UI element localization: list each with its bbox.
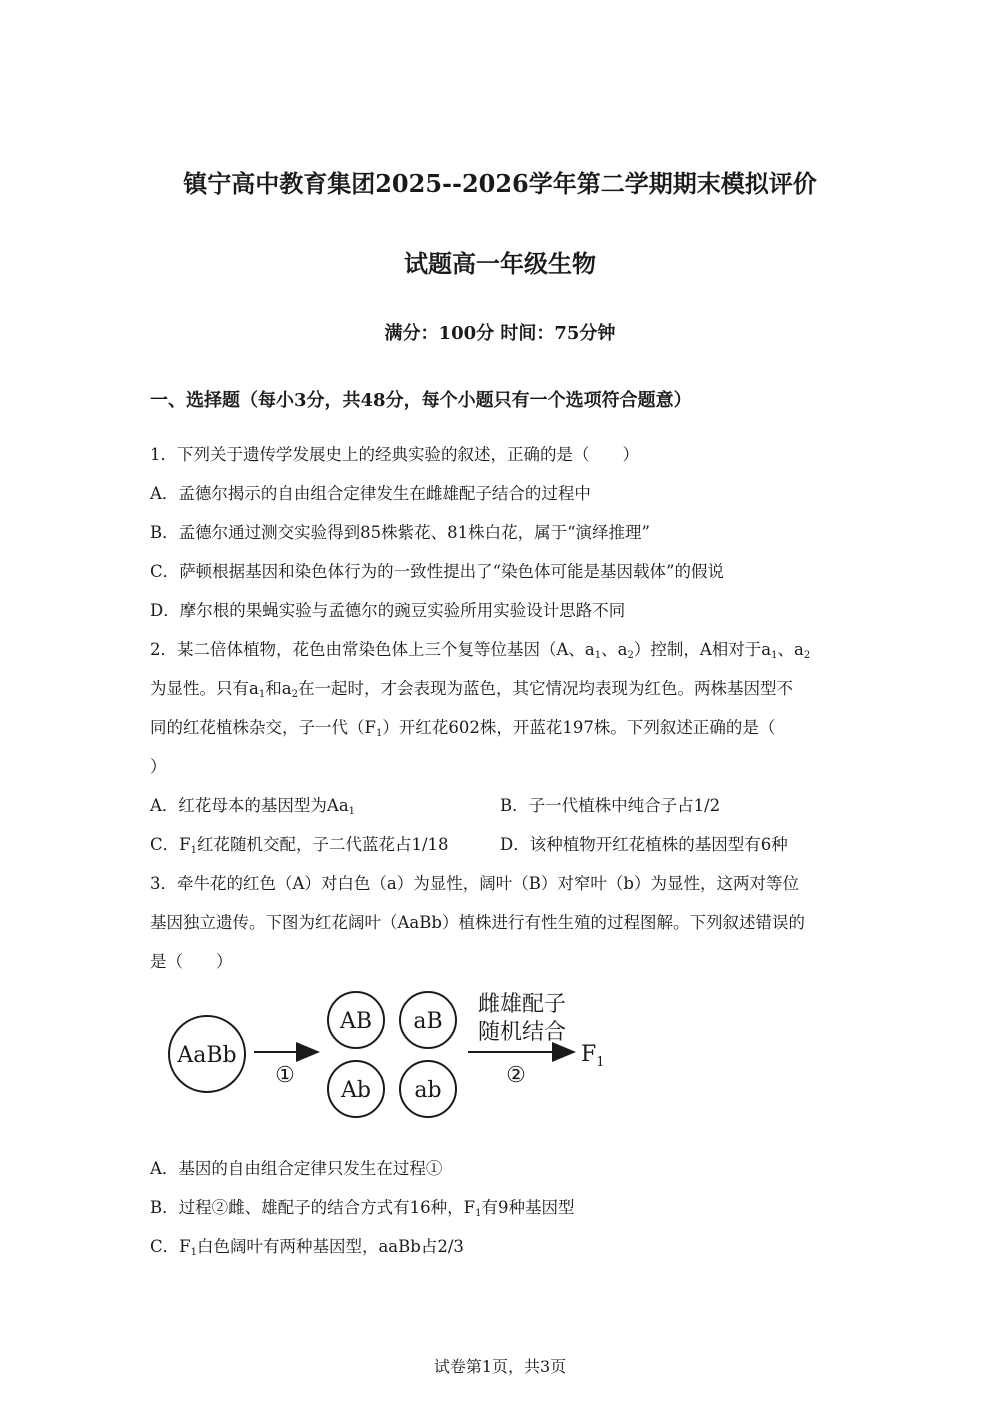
offspring-subscript: 1 xyxy=(596,1055,605,1070)
q1-option-c: C．萨顿根据基因和染色体行为的一致性提出了“染色体可能是基因载体”的假说 xyxy=(150,562,724,581)
q2-sub: 1 xyxy=(348,806,356,817)
q2-option-c xyxy=(150,834,449,856)
q3-option-a: A．基因的自由组合定律只发生在过程① xyxy=(150,1159,443,1178)
q1-option-a: A．孟德尔揭示的自由组合定律发生在雌雄配子结合的过程中 xyxy=(150,484,591,503)
offspring-symbol: F xyxy=(581,1042,597,1067)
q2-option-b: B．子一代植株中纯合子占1/2 xyxy=(500,796,721,815)
q1-stem: 1．下列关于遗传学发展史上的经典实验的叙述，正确的是（ ） xyxy=(150,445,639,464)
q2-text: 同的红花植株杂交，子一代（F xyxy=(150,718,376,737)
q2-text: 、a xyxy=(601,640,628,659)
q3-option-c xyxy=(150,1236,464,1258)
offspring-label xyxy=(581,1042,605,1070)
q2-text: ）控制，A相对于a xyxy=(633,640,772,659)
gamete-label: ab xyxy=(414,1078,442,1103)
q3-stem-line3: 是（ ） xyxy=(150,952,233,971)
step2-label: ② xyxy=(506,1063,526,1088)
q3-sub: 1 xyxy=(190,1247,197,1258)
q2-sub: 1 xyxy=(771,650,778,661)
q3-sub: 1 xyxy=(475,1208,482,1219)
q2-text: 为显性。只有a xyxy=(150,679,259,698)
q2-sub: 2 xyxy=(803,650,811,661)
random-fusion-label-line1: 雌雄配子 xyxy=(477,992,567,1017)
q2-stem-line2 xyxy=(150,678,793,700)
q2-text: A．红花母本的基因型为Aa xyxy=(150,796,349,815)
random-fusion-label-line2: 随机结合 xyxy=(477,1020,567,1045)
page-footer: 试卷第1页，共3页 xyxy=(433,1357,567,1376)
gamete-label: AB xyxy=(339,1009,373,1034)
q2-text: C．F xyxy=(150,835,191,854)
q3-text: 有9种基因型 xyxy=(481,1198,575,1217)
q2-text: 在一起时，才会表现为蓝色，其它情况均表现为红色。两株基因型不 xyxy=(297,679,793,698)
q1-option-d: D．摩尔根的果蝇实验与孟德尔的豌豆实验所用实验设计思路不同 xyxy=(150,601,626,620)
parent-genotype: AaBb xyxy=(177,1043,237,1068)
q2-sub: 1 xyxy=(594,650,602,661)
q2-stem-line4: ） xyxy=(150,757,167,776)
q2-sub: 1 xyxy=(190,845,197,856)
q3-text: 白色阔叶有两种基因型，aaBb占2/3 xyxy=(196,1237,464,1256)
q2-option-a xyxy=(150,795,355,817)
q2-stem-line1 xyxy=(150,639,810,661)
q3-stem-line2: 基因独立遗传。下图为红花阔叶（AaBb）植株进行有性生殖的过程图解。下列叙述错误的 xyxy=(150,913,805,932)
q3-text: C．F xyxy=(150,1237,191,1256)
q2-sub: 1 xyxy=(258,689,266,700)
gamete-label: aB xyxy=(413,1009,443,1034)
section-heading: 一、选择题（每小3分，共48分，每个小题只有一个选项符合题意） xyxy=(150,390,692,411)
score-time-info: 满分：100分 时间：75分钟 xyxy=(384,323,616,344)
q2-sub: 2 xyxy=(291,689,298,700)
q2-stem-line3 xyxy=(150,717,775,739)
q3-option-b xyxy=(150,1197,574,1219)
exam-title-line1: 镇宁高中教育集团2025--2026学年第二学期期末模拟评价 xyxy=(183,169,817,198)
q2-option-d: D．该种植物开红花植株的基因型有6种 xyxy=(500,835,788,854)
q2-text: 、a xyxy=(777,640,804,659)
exam-title-line2: 试题高一年级生物 xyxy=(404,249,596,278)
q2-text: 2．某二倍体植物，花色由常染色体上三个复等位基因（A、a xyxy=(150,640,595,659)
q2-text: ）开红花602株，开蓝花197株。下列叙述正确的是（ xyxy=(382,718,776,737)
step1-label: ① xyxy=(275,1063,295,1088)
q3-stem-line1: 3．牵牛花的红色（A）对白色（a）为显性，阔叶（B）对窄叶（b）为显性，这两对等位 xyxy=(150,874,799,893)
gamete-process-diagram xyxy=(160,985,620,1125)
q2-sub: 2 xyxy=(627,650,634,661)
q1-option-b: B．孟德尔通过测交实验得到85株紫花、81株白花，属于“演绎推理” xyxy=(150,523,650,542)
gamete-label: Ab xyxy=(341,1078,371,1103)
q2-sub: 1 xyxy=(375,728,383,739)
q2-text: 红花随机交配，子二代蓝花占1/18 xyxy=(196,835,449,854)
q2-text: 和a xyxy=(265,679,292,698)
q3-text: B．过程②雌、雄配子的结合方式有16种，F xyxy=(150,1198,476,1217)
